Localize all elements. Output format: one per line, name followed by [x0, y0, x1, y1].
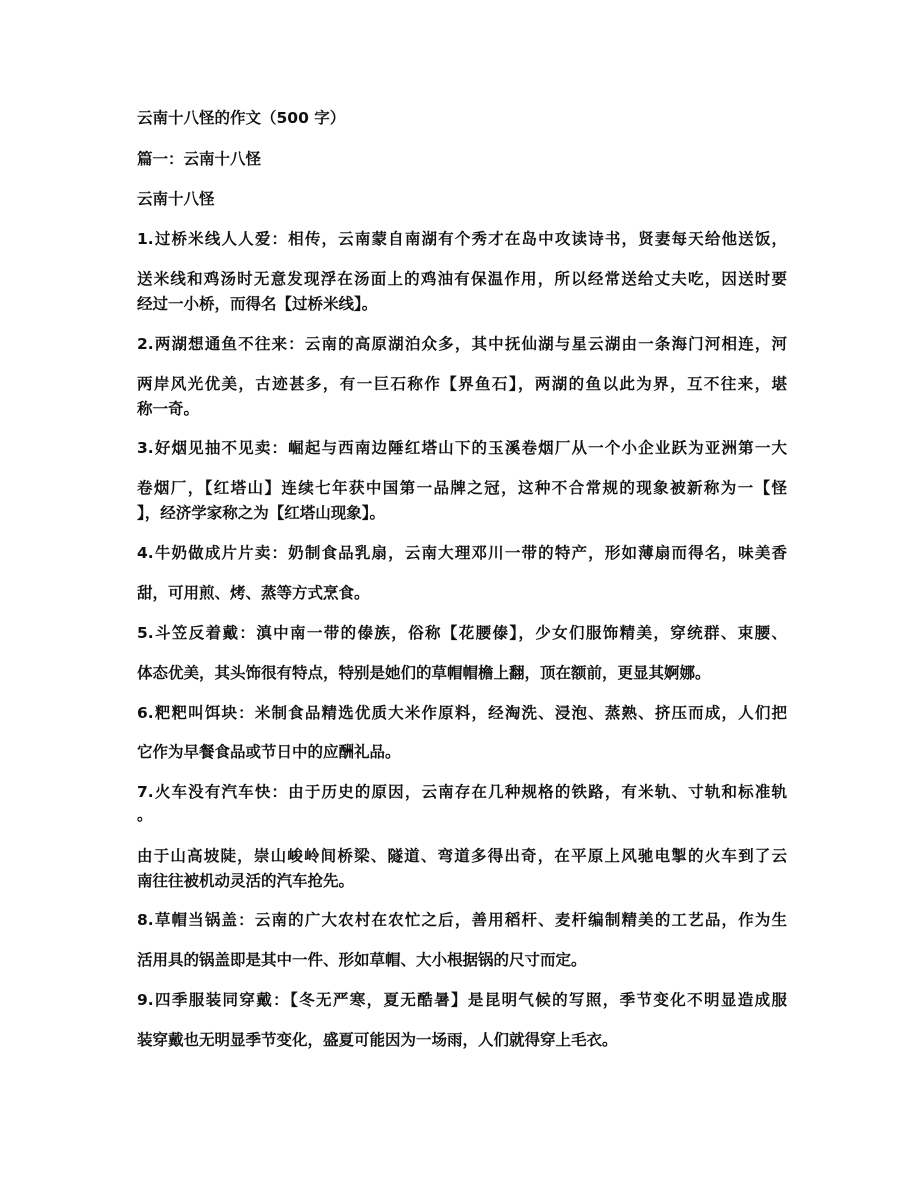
- paragraph-6-line-1: 6.粑粑叫饵块：米制食品精选优质大米作原料，经淘洗、浸泡、蒸熟、挤压而成，人们把: [137, 704, 787, 722]
- paragraph-1-line-1: 1.过桥米线人人爱：相传，云南蒙自南湖有个秀才在岛中攻读诗书，贤妻每天给他送饭，: [137, 230, 787, 248]
- paragraph-7-line-2: 。: [137, 806, 153, 824]
- paragraph-1-line-3: 经过一小桥，而得名【过桥米线】。: [137, 295, 378, 313]
- section-heading: 篇一：云南十八怪: [137, 150, 262, 168]
- paragraph-3-line-2: 卷烟厂，【红塔山】连续七年获中国第一品牌之冠，这种不合常规的现象被新称为一【怪: [137, 479, 787, 497]
- paragraph-2-line-2: 两岸风光优美，古迹甚多，有一巨石称作【界鱼石】，两湖的鱼以此为界，互不往来，堪: [137, 375, 787, 393]
- paragraph-4-line-1: 4.牛奶做成片片卖：奶制食品乳扇，云南大理邓川一带的特产，形如薄扇而得名，味美香: [137, 544, 787, 562]
- paragraph-8-line-1: 8.草帽当锅盖：云南的广大农村在农忙之后，善用稻杆、麦杆编制精美的工艺品，作为生: [137, 911, 787, 929]
- paragraph-7-line-1: 7.火车没有汽车快：由于历史的原因，云南存在几种规格的铁路，有米轨、寸轨和标准轨: [137, 783, 787, 801]
- paragraph-4-line-2: 甜，可用煎、烤、蒸等方式烹食。: [137, 584, 370, 602]
- paragraph-2-line-1: 2.两湖想通鱼不往来：云南的高原湖泊众多，其中抚仙湖与星云湖由一条海门河相连，河: [137, 335, 787, 353]
- paragraph-1-line-2: 送米线和鸡汤时无意发现浮在汤面上的鸡油有保温作用，所以经常送给丈夫吃，因送时要: [137, 270, 787, 288]
- paragraph-9-line-2: 装穿戴也无明显季节变化，盛夏可能因为一场雨，人们就得穿上毛衣。: [137, 1031, 618, 1049]
- paragraph-7-line-3: 由于山高坡陡，崇山峻岭间桥梁、隧道、弯道多得出奇，在平原上风驰电掣的火车到了云: [137, 847, 787, 865]
- paragraph-3-line-3: 】，经济学家称之为【红塔山现象】。: [137, 504, 386, 522]
- subheading: 云南十八怪: [137, 190, 215, 208]
- document-title: 云南十八怪的作文（500 字）: [137, 109, 346, 127]
- paragraph-6-line-2: 它作为早餐食品或节日中的应酬礼品。: [137, 743, 401, 761]
- paragraph-7-line-4: 南往往被机动灵活的汽车抢先。: [137, 872, 355, 890]
- paragraph-5-line-2: 体态优美，其头饰很有特点，特别是她们的草帽帽檐上翻，顶在额前，更显其婀娜。: [137, 664, 711, 682]
- paragraph-5-line-1: 5.斗笠反着戴：滇中南一带的傣族，俗称【花腰傣】，少女们服饰精美，穿统群、束腰、: [137, 624, 787, 642]
- paragraph-9-line-1: 9.四季服装同穿戴：【冬无严寒，夏无酷暑】是昆明气候的写照，季节变化不明显造成服: [137, 991, 787, 1009]
- paragraph-2-line-3: 称一奇。: [137, 400, 200, 418]
- paragraph-8-line-2: 活用具的锅盖即是其中一件、形如草帽、大小根据锅的尺寸而定。: [137, 951, 587, 969]
- paragraph-3-line-1: 3.好烟见抽不见卖：崛起与西南边陲红塔山下的玉溪卷烟厂从一个小企业跃为亚洲第一大: [137, 439, 787, 457]
